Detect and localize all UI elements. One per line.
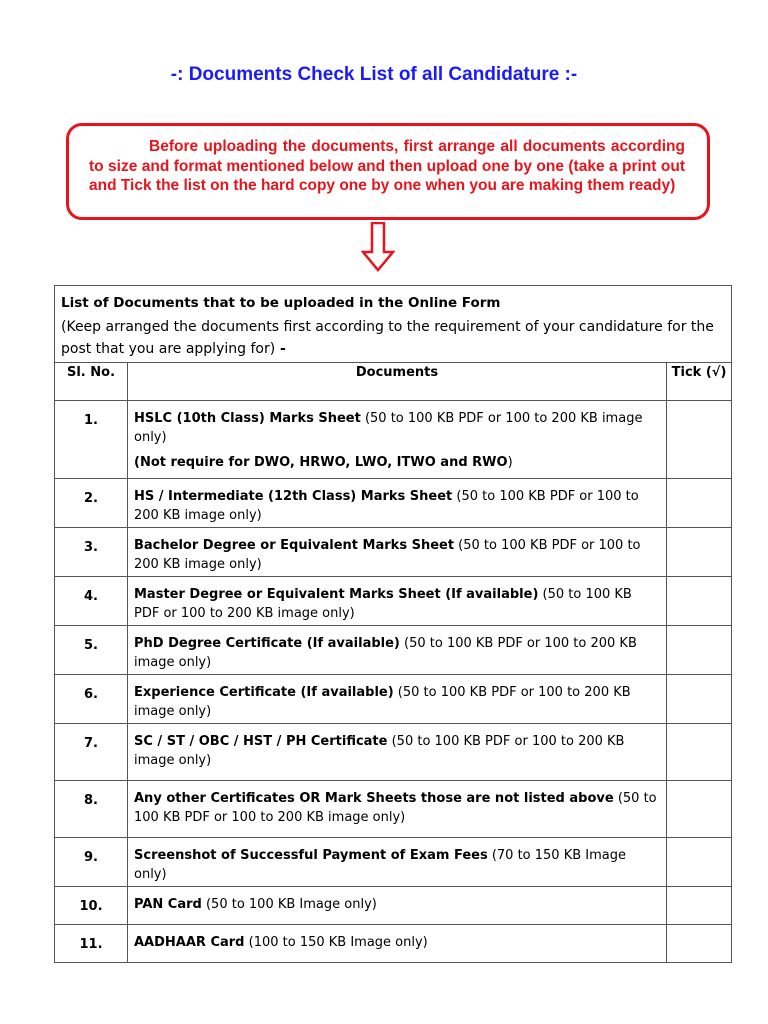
instruction-notice-box	[66, 123, 710, 220]
table-row	[55, 724, 732, 781]
tick-checkbox-cell[interactable]	[667, 401, 732, 479]
table-row	[55, 479, 732, 528]
document-name: Any other Certificates OR Mark Sheets those are not listed above	[134, 791, 614, 806]
documents-table	[54, 285, 732, 963]
document-name: Bachelor Degree or Equivalent Marks Sheet	[134, 538, 455, 553]
row-serial-number: 7.	[55, 724, 128, 781]
document-note-end: )	[507, 455, 513, 470]
document-size-format: (50 to 100 KB PDF or 100 to 200 KB image only)	[134, 791, 657, 825]
tick-checkbox-cell[interactable]	[667, 781, 732, 838]
row-serial-number: 1.	[55, 401, 128, 479]
column-header-documents: Documents	[128, 363, 667, 401]
table-row	[55, 577, 732, 626]
column-header-sl: Sl. No.	[55, 363, 128, 401]
table-header-note	[61, 316, 725, 360]
down-arrow-icon	[361, 222, 395, 272]
table-row	[55, 528, 732, 577]
row-document-cell	[128, 925, 667, 963]
row-document-cell	[128, 479, 667, 528]
document-size-format: (100 to 150 KB Image only)	[244, 935, 428, 950]
document-note	[134, 453, 660, 472]
row-document-cell	[128, 887, 667, 925]
document-name: AADHAAR Card	[134, 935, 245, 950]
table-row	[55, 887, 732, 925]
row-serial-number: 3.	[55, 528, 128, 577]
document-name: HSLC (10th Class) Marks Sheet	[134, 411, 361, 426]
table-header-row	[55, 286, 732, 363]
document-name: PAN Card	[134, 897, 202, 912]
table-row	[55, 626, 732, 675]
row-serial-number: 9.	[55, 838, 128, 887]
tick-checkbox-cell[interactable]	[667, 675, 732, 724]
document-size-format: (50 to 100 KB PDF or 100 to 200 KB image only)	[134, 587, 632, 621]
table-header-cell	[55, 286, 732, 363]
document-note-text: (Not require for DWO, HRWO, LWO, ITWO and RWO	[134, 455, 508, 470]
table-row	[55, 675, 732, 724]
document-name: Master Degree or Equivalent Marks Sheet (If available)	[134, 587, 539, 602]
notice-text: Before uploading the documents, first arrange all documents according to size and format mentioned below and then upload one by one (take a print out and Tick the list on the hard copy one by one when you are making them ready)	[89, 138, 685, 194]
document-name: Screenshot of Successful Payment of Exam Fees	[134, 848, 488, 863]
row-serial-number: 2.	[55, 479, 128, 528]
row-serial-number: 5.	[55, 626, 128, 675]
table-row	[55, 781, 732, 838]
row-document-cell	[128, 838, 667, 887]
document-size-format: (50 to 100 KB PDF or 100 to 200 KB image only)	[134, 411, 643, 445]
tick-checkbox-cell[interactable]	[667, 479, 732, 528]
document-name: Experience Certificate (If available)	[134, 685, 394, 700]
row-serial-number: 8.	[55, 781, 128, 838]
table-row	[55, 401, 732, 479]
document-size-format: (50 to 100 KB PDF or 100 to 200 KB image only)	[134, 538, 641, 572]
row-document-cell	[128, 675, 667, 724]
document-size-format: (50 to 100 KB PDF or 100 to 200 KB image only)	[134, 734, 625, 768]
row-serial-number: 10.	[55, 887, 128, 925]
row-serial-number: 6.	[55, 675, 128, 724]
table-header-note-text: (Keep arranged the documents first according to the requirement of your candidature for the post that you are applying for)	[61, 319, 714, 357]
tick-checkbox-cell[interactable]	[667, 724, 732, 781]
tick-checkbox-cell[interactable]	[667, 626, 732, 675]
table-body	[55, 401, 732, 963]
table-row	[55, 838, 732, 887]
row-document-cell	[128, 577, 667, 626]
document-size-format: (50 to 100 KB PDF or 100 to 200 KB image only)	[134, 489, 639, 523]
table-header-title: List of Documents that to be uploaded in the Online Form	[61, 295, 501, 311]
document-size-format: (50 to 100 KB PDF or 100 to 200 KB image only)	[134, 685, 631, 719]
tick-checkbox-cell[interactable]	[667, 528, 732, 577]
document-size-format: (50 to 100 KB Image only)	[201, 897, 377, 912]
row-document-cell	[128, 781, 667, 838]
row-document-cell	[128, 401, 667, 479]
column-header-tick: Tick (√)	[667, 363, 732, 401]
row-serial-number: 11.	[55, 925, 128, 963]
tick-checkbox-cell[interactable]	[667, 838, 732, 887]
document-name: HS / Intermediate (12th Class) Marks Sheet	[134, 489, 453, 504]
table-row	[55, 925, 732, 963]
row-document-cell	[128, 626, 667, 675]
page-title: -: Documents Check List of all Candidature :-	[170, 64, 578, 85]
tick-checkbox-cell[interactable]	[667, 887, 732, 925]
row-document-cell	[128, 528, 667, 577]
row-serial-number: 4.	[55, 577, 128, 626]
document-size-format: (70 to 150 KB Image only)	[134, 848, 626, 882]
column-header-row	[55, 363, 732, 401]
document-name: SC / ST / OBC / HST / PH Certificate	[134, 734, 388, 749]
document-size-format: (50 to 100 KB PDF or 100 to 200 KB image only)	[134, 636, 637, 670]
row-document-cell	[128, 724, 667, 781]
tick-checkbox-cell[interactable]	[667, 925, 732, 963]
table-header-note-suffix: -	[275, 341, 286, 357]
document-name: PhD Degree Certificate (If available)	[134, 636, 400, 651]
tick-checkbox-cell[interactable]	[667, 577, 732, 626]
